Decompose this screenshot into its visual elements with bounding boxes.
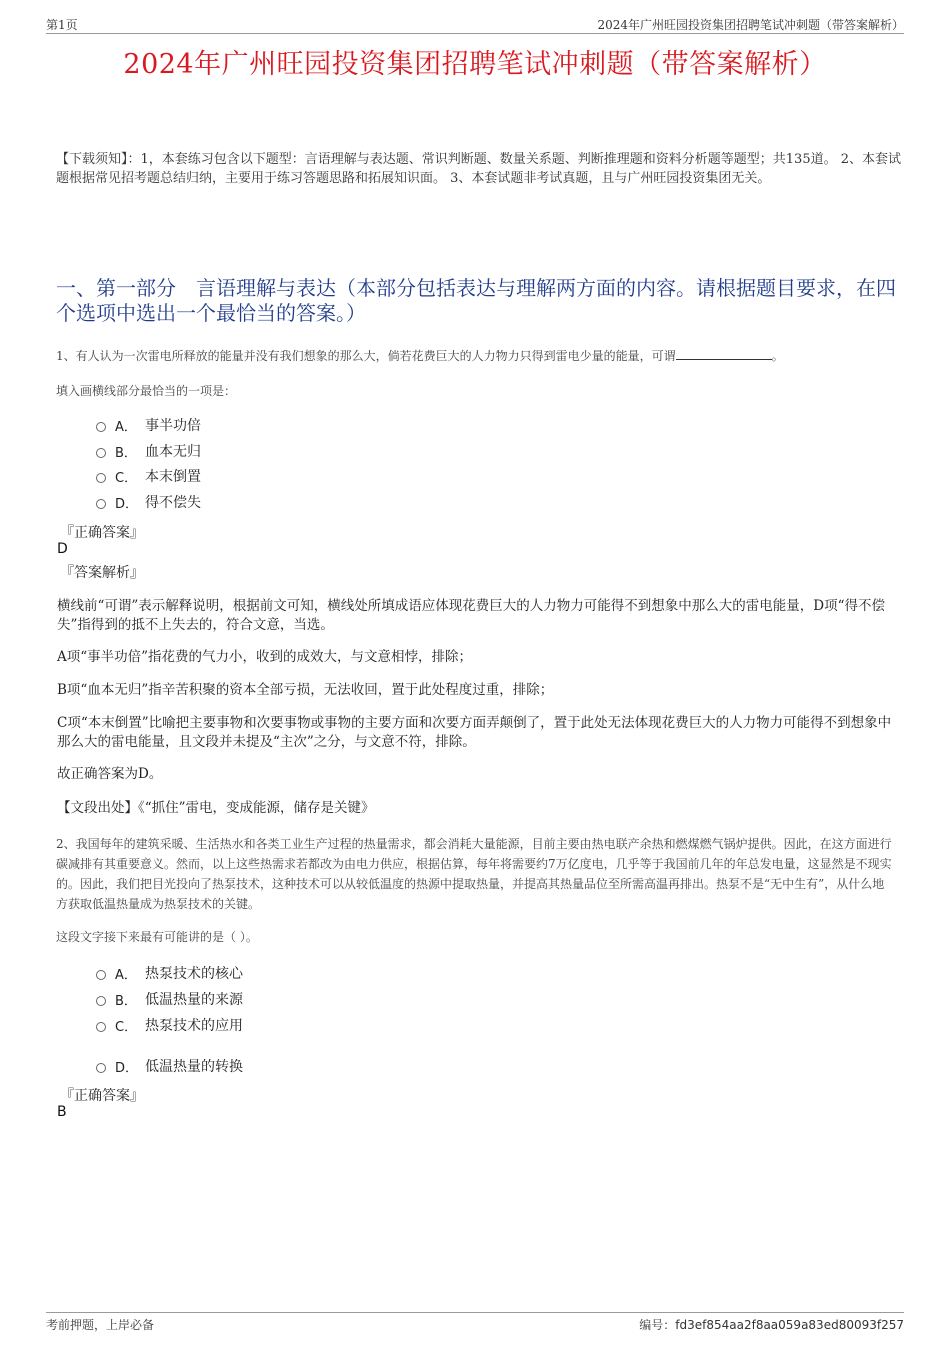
document-title: 2024年广州旺园投资集团招聘笔试冲刺题（带答案解析） [123, 49, 827, 80]
radio-icon[interactable] [96, 996, 106, 1006]
option-text: 得不偿失 [145, 495, 201, 511]
source-citation: 【文段出处】《“抓住”雷电，变成能源，储存是关键》 [57, 800, 375, 816]
option-letter: A． [115, 967, 137, 983]
analysis-conclusion: 故正确答案为D。 [57, 766, 163, 782]
radio-icon[interactable] [96, 448, 106, 458]
option-letter: D． [115, 1060, 139, 1076]
page-footer [46, 1312, 904, 1333]
radio-icon[interactable] [96, 970, 106, 980]
option-letter: B． [115, 993, 137, 1009]
header-doc-title: 2024年广州旺园投资集团招聘笔试冲刺题（带答案解析） [597, 18, 904, 32]
document-id-value: fd3ef854aa2f8aa059a83ed80093f257 [675, 1318, 904, 1332]
analysis-paragraph: B项“血本无归”指辛苦积聚的资本全部亏损，无法收回，置于此处程度过重，排除； [57, 682, 554, 698]
q1-option-d[interactable] [96, 492, 201, 512]
question-1-prompt: 填入画横线部分最恰当的一项是： [56, 384, 237, 398]
option-letter: D． [115, 496, 139, 512]
footer-slogan: 考前押题，上岸必备 [46, 1318, 155, 1332]
option-text: 低温热量的转换 [145, 1059, 243, 1075]
analysis-label: 『答案解析』 [60, 565, 144, 581]
radio-icon[interactable] [96, 473, 106, 483]
correct-answer: B [57, 1104, 67, 1120]
option-text: 血本无归 [145, 444, 201, 460]
q2-option-d[interactable] [96, 1056, 243, 1076]
analysis-paragraph: A项“事半功倍”指花费的气力小，收到的成效大，与文意相悖，排除； [57, 649, 473, 665]
option-text: 事半功倍 [145, 418, 201, 434]
correct-answer-label: 『正确答案』 [60, 1088, 144, 1104]
option-text: 热泵技术的应用 [145, 1018, 243, 1034]
question-1-text [56, 346, 896, 366]
question-2-prompt: 这段文字接下来最有可能讲的是（ ）。 [56, 930, 258, 944]
radio-icon[interactable] [96, 422, 106, 432]
analysis-paragraph: 横线前“可谓”表示解释说明，根据前文可知，横线处所填成语应体现花费巨大的人力物力可能得不到想象中那么大的雷电能量，D项“得不偿失”指得到的抵不上失去的，符合文意，当选。 [57, 598, 886, 633]
option-letter: C． [115, 1019, 138, 1035]
q1-option-b[interactable] [96, 441, 201, 461]
option-letter: C． [115, 470, 138, 486]
correct-answer: D [57, 541, 68, 557]
correct-answer-label: 『正确答案』 [60, 525, 144, 541]
option-text: 低温热量的来源 [145, 992, 243, 1008]
option-text: 本末倒置 [145, 469, 201, 485]
page-header [46, 14, 904, 34]
document-id [639, 1316, 904, 1333]
question-1-stem-end: 。 [771, 349, 784, 363]
section-heading: 一、第一部分 言语理解与表达（本部分包括表达与理解两方面的内容。请根据题目要求，在四个选项中选出一个最恰当的答案。） [56, 276, 896, 325]
option-letter: A． [115, 419, 137, 435]
page-number: 第1页 [46, 18, 78, 32]
analysis-paragraph: C项“本末倒置”比喻把主要事物和次要事物或事物的主要方面和次要方面弄颠倒了，置于此处无法体现花费巨大的人力物力可能得不到想象中那么大的雷电能量，且文段并未提及“主次”之分，与文意不符，排除。 [57, 715, 892, 750]
q1-option-a[interactable] [96, 415, 201, 435]
q2-option-a[interactable] [96, 963, 243, 983]
fill-blank [676, 347, 772, 360]
q2-option-b[interactable] [96, 989, 243, 1009]
question-1-stem: 1、有人认为一次雷电所释放的能量并没有我们想象的那么大，倘若花费巨大的人力物力只得到雷电少量的能量，可谓 [56, 349, 676, 363]
q1-option-c[interactable] [96, 466, 201, 486]
radio-icon[interactable] [96, 499, 106, 509]
radio-icon[interactable] [96, 1063, 106, 1073]
option-text: 热泵技术的核心 [145, 966, 243, 982]
option-letter: B． [115, 445, 137, 461]
question-2-text: 2、我国每年的建筑采暖、生活热水和各类工业生产过程的热量需求，都会消耗大量能源，目前主要由热电联产余热和燃煤燃气锅炉提供。因此，在这方面进行碳减排有其重要意义。然而，以上这些热需求若都改为由电力供应，根据估算，每年将需要约7万亿度电，几乎等于我国前几年的年总发电量，这显然是不现实的。因此，我们把目光投向了热泵技术，这种技术可以从较低温度的热源中提取热量，并提高其热量品位至所需高温再排出。热泵不是“无中生有”，从什么地方获取低温热量成为热泵技术的关键。 [56, 837, 892, 911]
q2-option-c[interactable] [96, 1015, 243, 1035]
document-id-label: 编号： [639, 1318, 676, 1332]
download-notice: 【下载须知】：1，本套练习包含以下题型：言语理解与表达题、常识判断题、数量关系题、判断推理题和资料分析题等题型；共135道。 2、本套试题根据常见招考题总结归纳，主要用于练习答题思路和拓展知识面。 3、本套试题非考试真题，且与广州旺园投资集团无关。 [56, 152, 901, 186]
radio-icon[interactable] [96, 1022, 106, 1032]
